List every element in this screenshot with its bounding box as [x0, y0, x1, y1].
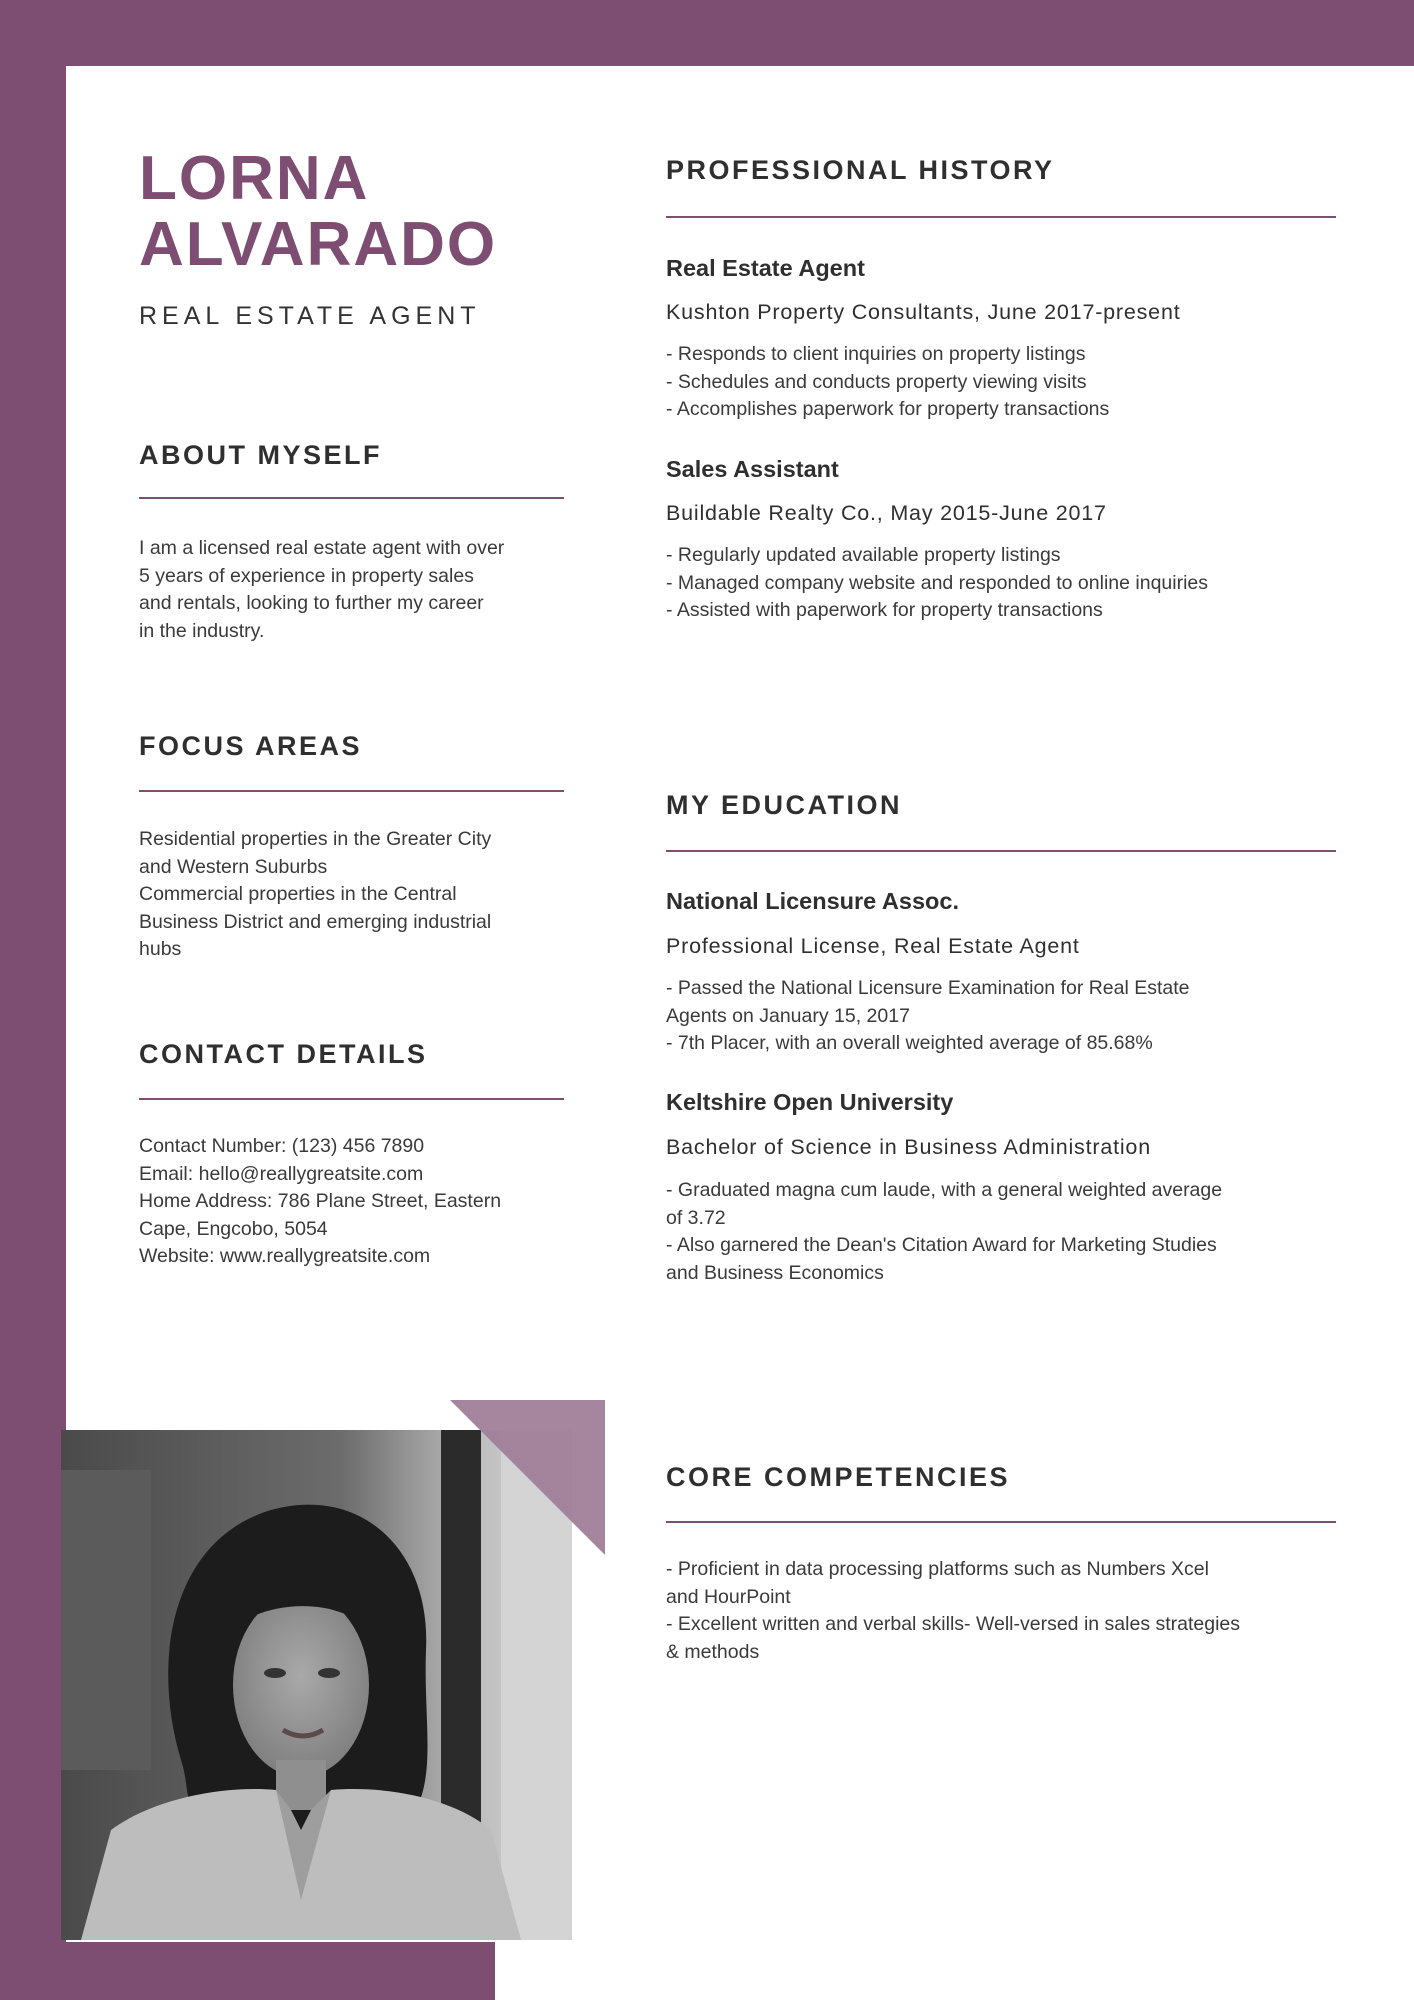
edu-line: - Graduated magna cum laude, with a general weighted average	[666, 1179, 1223, 1201]
about-heading: ABOUT MYSELF	[139, 440, 382, 470]
edu-line: - Also garnered the Dean's Citation Award for Marketing Studies	[666, 1234, 1217, 1256]
about-line: I am a licensed real estate agent with over	[139, 537, 505, 559]
competency-line: - Proficient in data processing platforms such as Numbers Xcel	[666, 1558, 1209, 1580]
job-duties-1	[666, 341, 1366, 424]
contact-website: Website: www.reallygreatsite.com	[139, 1245, 431, 1267]
contact-divider	[139, 1098, 564, 1100]
competency-line: and HourPoint	[666, 1585, 791, 1608]
focus-line: Commercial properties in the Central	[139, 883, 457, 905]
edu-details-2	[666, 1177, 1366, 1287]
focus-line: Business District and emerging industrial	[139, 910, 492, 933]
duty-line: - Responds to client inquiries on property listings	[666, 343, 1086, 365]
about-line: and rentals, looking to further my career	[139, 592, 484, 614]
edu-line: of 3.72	[666, 1206, 726, 1229]
bottom-accent-strip	[0, 1942, 495, 2000]
edu-title-1: National Licensure Assoc.	[666, 888, 959, 914]
duty-line: - Regularly updated available property listings	[666, 544, 1061, 566]
competencies-heading: CORE COMPETENCIES	[666, 1462, 1011, 1492]
job-title-2: Sales Assistant	[666, 456, 839, 482]
job-duties-2	[666, 542, 1366, 625]
competencies-text	[666, 1556, 1366, 1666]
history-heading: PROFESSIONAL HISTORY	[666, 155, 1055, 185]
duty-line: - Accomplishes paperwork for property transactions	[666, 398, 1110, 420]
about-line: in the industry.	[139, 619, 265, 642]
contact-address: Home Address: 786 Plane Street, Eastern	[139, 1190, 502, 1212]
competency-line: & methods	[666, 1640, 760, 1663]
last-name: ALVARADO	[139, 210, 498, 279]
about-line: 5 years of experience in property sales	[139, 564, 474, 587]
edu-sub-2: Bachelor of Science in Business Administration	[666, 1135, 1151, 1159]
edu-sub-1: Professional License, Real Estate Agent	[666, 934, 1080, 958]
job-company-2: Buildable Realty Co., May 2015-June 2017	[666, 501, 1107, 525]
about-text	[139, 535, 579, 645]
education-heading: MY EDUCATION	[666, 790, 903, 820]
edu-title-2: Keltshire Open University	[666, 1089, 954, 1115]
focus-divider	[139, 790, 564, 792]
contact-address: Cape, Engcobo, 5054	[139, 1217, 328, 1240]
about-divider	[139, 497, 564, 499]
focus-line: hubs	[139, 938, 182, 960]
edu-line: Agents on January 15, 2017	[666, 1004, 910, 1027]
competencies-divider	[666, 1521, 1336, 1523]
edu-line: and Business Economics	[666, 1261, 884, 1284]
edu-line: - Passed the National Licensure Examination for Real Estate	[666, 977, 1190, 999]
job-company-1: Kushton Property Consultants, June 2017-present	[666, 300, 1181, 324]
focus-line: and Western Suburbs	[139, 855, 328, 878]
edu-line: - 7th Placer, with an overall weighted average of 85.68%	[666, 1032, 1153, 1054]
candidate-name	[139, 146, 497, 278]
first-name: LORNA	[139, 144, 370, 213]
education-divider	[666, 850, 1336, 852]
competency-line: - Excellent written and verbal skills- Well-versed in sales strategies	[666, 1613, 1241, 1635]
history-divider	[666, 216, 1336, 218]
focus-text	[139, 826, 579, 964]
edu-details-1	[666, 975, 1366, 1058]
focus-heading: FOCUS AREAS	[139, 731, 363, 761]
contact-heading: CONTACT DETAILS	[139, 1039, 428, 1069]
contact-email: Email: hello@reallygreatsite.com	[139, 1162, 424, 1185]
duty-line: - Managed company website and responded to online inquiries	[666, 571, 1209, 594]
contact-phone: Contact Number: (123) 456 7890	[139, 1135, 425, 1157]
decorative-triangle	[450, 1400, 605, 1555]
job-title-1: Real Estate Agent	[666, 255, 865, 281]
job-title: REAL ESTATE AGENT	[139, 302, 481, 330]
duty-line: - Assisted with paperwork for property transactions	[666, 599, 1103, 621]
contact-text	[139, 1133, 599, 1271]
focus-line: Residential properties in the Greater City	[139, 828, 492, 850]
duty-line: - Schedules and conducts property viewing visits	[666, 370, 1087, 393]
